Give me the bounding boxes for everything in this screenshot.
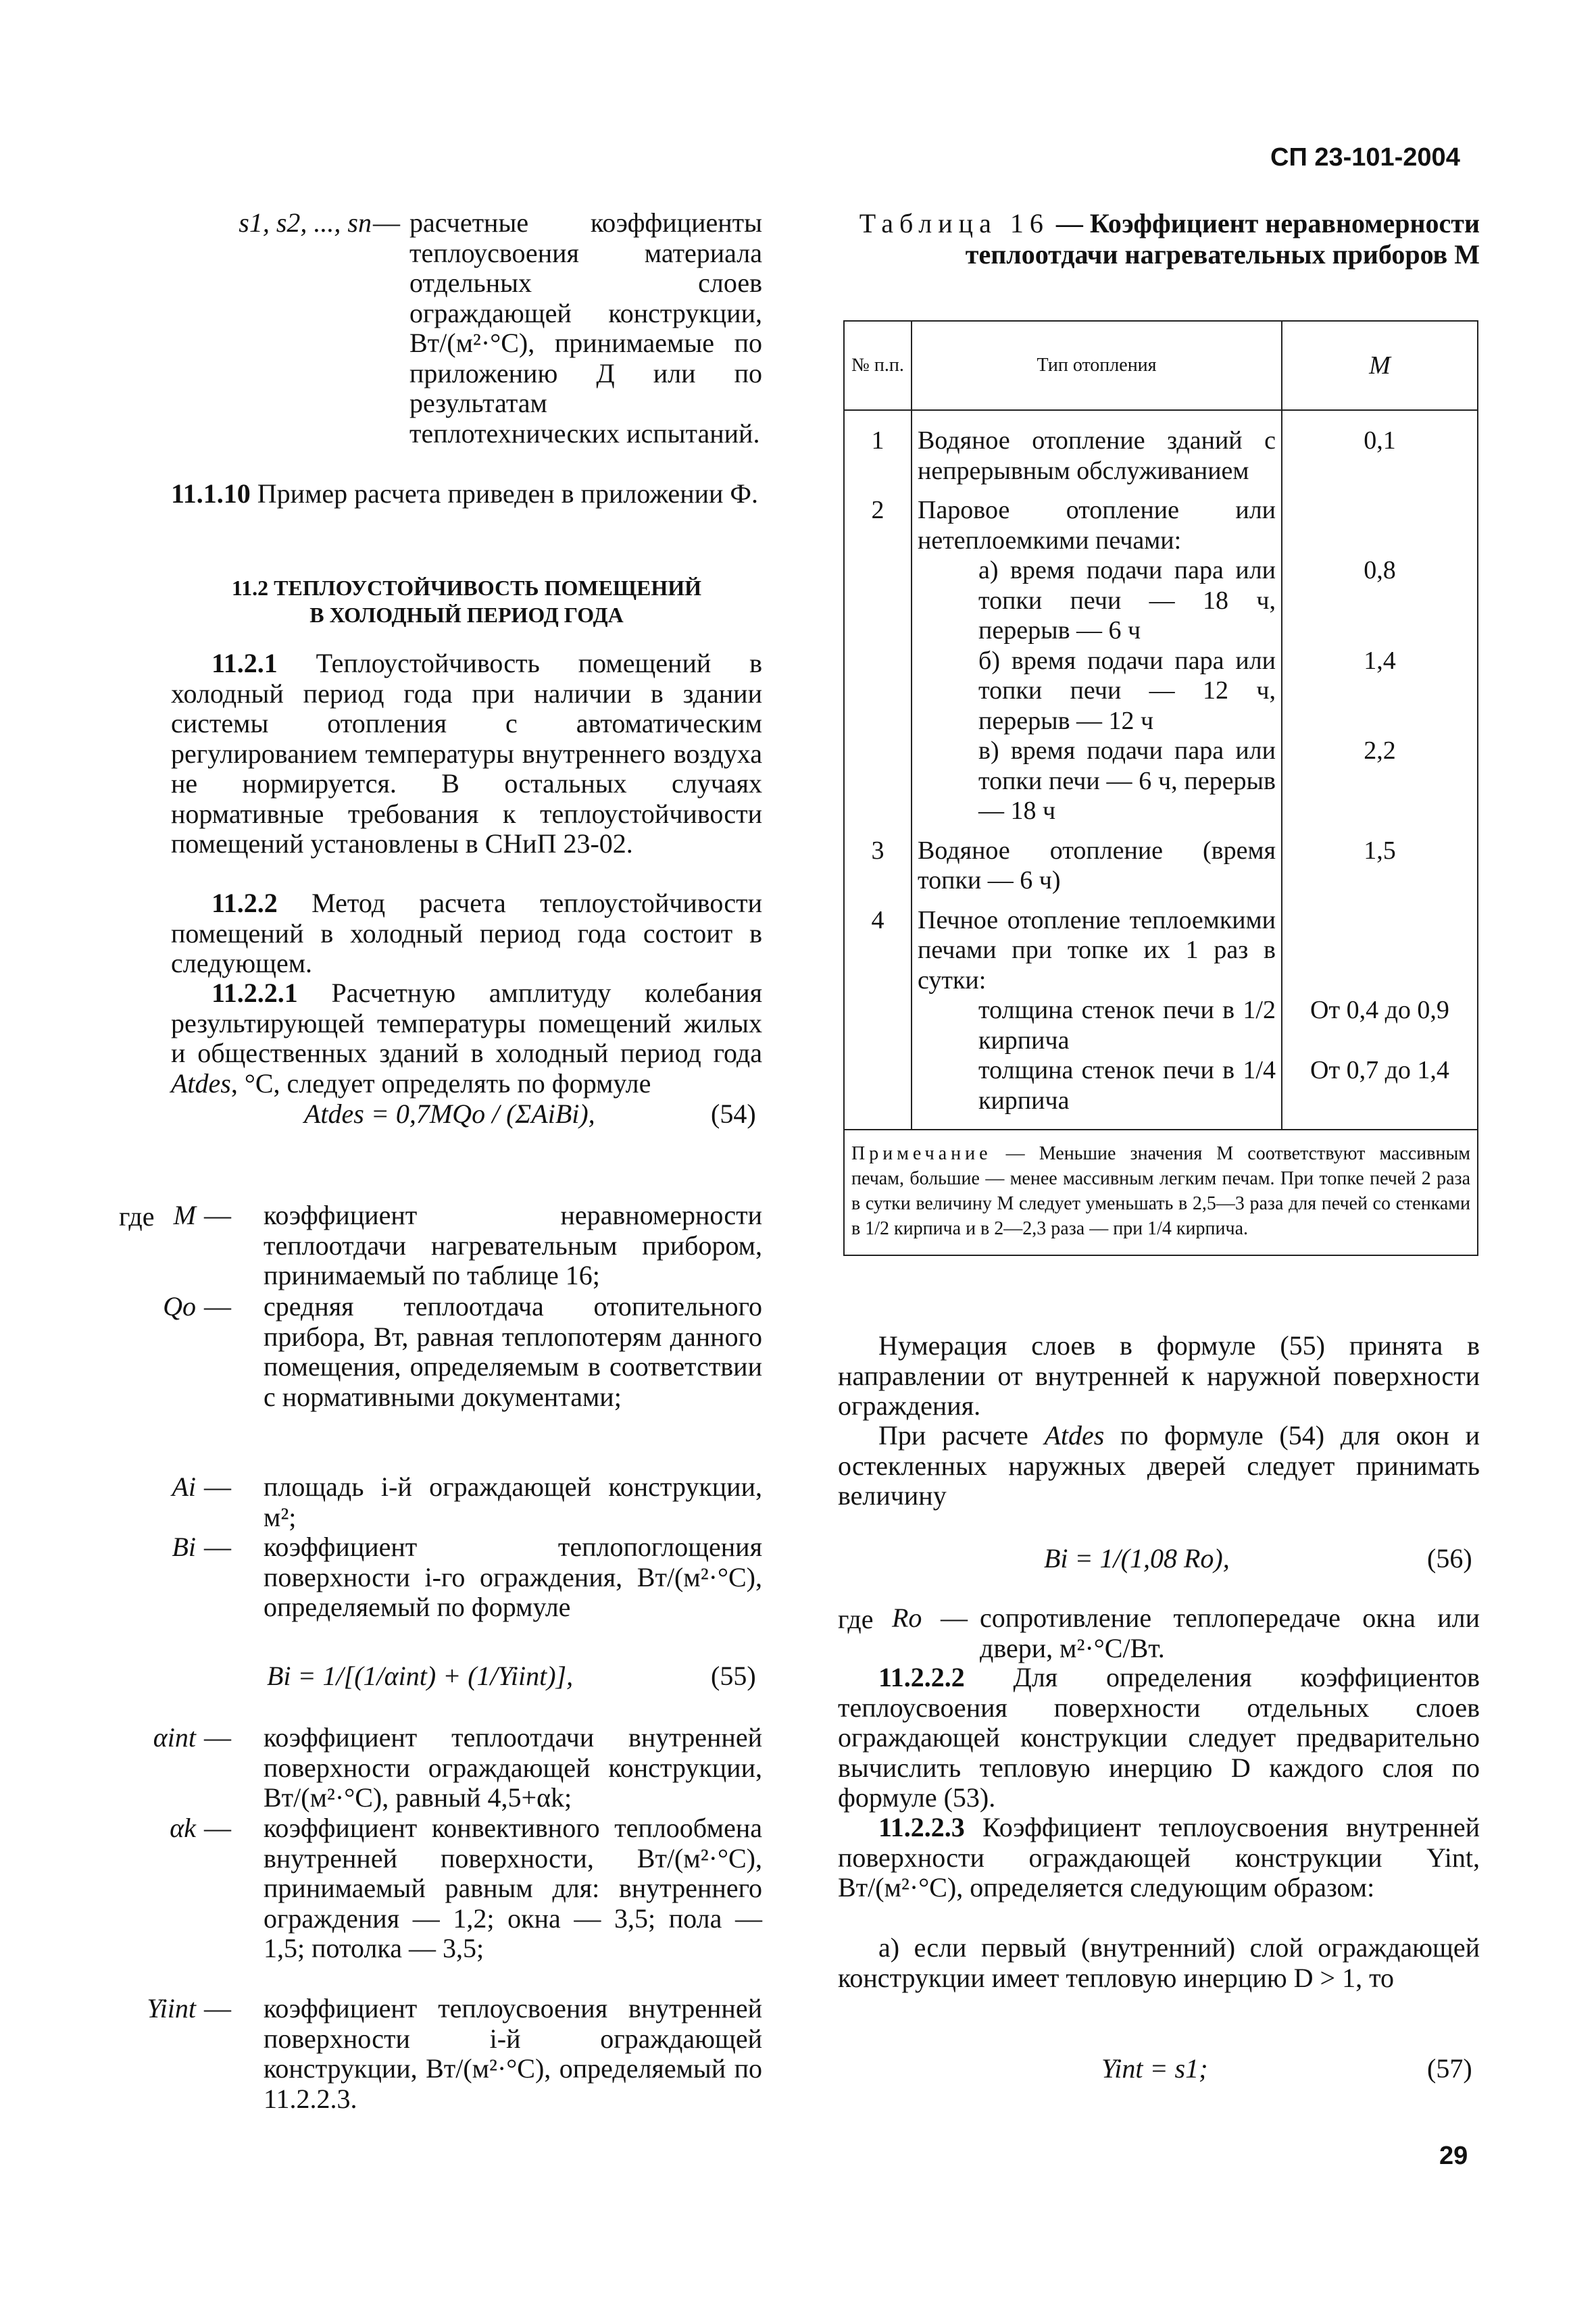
clause-number: 11.2.2.2 [878, 1662, 965, 1692]
cell-type: Паровое отопление или нетеплоемкими печами: [912, 486, 1282, 555]
where-label: где [119, 1201, 155, 1232]
table-caption-title: — Коэффициент неравномерности теплоотдачи нагревательных приборов M [965, 208, 1480, 270]
definition-symbol: αk [170, 1813, 196, 1843]
paragraph-11-2-2-1 [171, 978, 762, 1099]
cell-type: б) время подачи пара или топки печи — 12 ч, перерыв — 12 ч [912, 646, 1282, 736]
table-16 [843, 320, 1478, 1256]
cell-no: 3 [844, 826, 912, 896]
definition-text: сопротивление теплопередаче окна или двери, м²·°С/Вт. [980, 1603, 1480, 1663]
formula-55: Bi = 1/[(1/αint) + (1/Yiint)], [267, 1661, 574, 1691]
cell-m [1282, 896, 1478, 996]
paragraph-case-a: а) если первый (внутренний) слой ограждающей конструкции имеет тепловую инерцию D > 1, то [838, 1932, 1480, 1993]
symbol-atdes: Atdes [171, 1067, 231, 1099]
table-row [844, 826, 1478, 896]
definition-text: коэффициент конвективного теплообмена внутренней поверхности, Вт/(м²·°С), принимаемый равным для: внутреннего ограждения — 1,2; окна — 3,5; пола — 1,5; потолка — 3,5; [264, 1813, 762, 1963]
definition-dash: — [941, 1603, 968, 1633]
paragraph-text: Метод расчета теплоустойчивости помещений в холодный период года состоит в следующем. [171, 888, 762, 978]
paragraph-11-2-2-2 [838, 1663, 1480, 1813]
table-note-label: Примечание [851, 1143, 992, 1164]
cell-no [844, 995, 912, 1055]
table-note-text: — Меньшие значения M соответствуют массивным печам, большие — менее массивным легким печам. При топке печей 2 раза в сутки величину M следует уменьшать в 2,5—3 раза для печей со стенками в 1/2 кирпича и в 2—2,3 раза — при 1/4 кирпича. [851, 1143, 1471, 1239]
definition-dash: — [204, 1532, 231, 1562]
cell-type: Печное отопление теплоемкими печами при топке их 1 раз в сутки: [912, 896, 1282, 996]
section-heading [171, 574, 762, 628]
symbol-atdes: Atdes [1044, 1420, 1105, 1451]
definition-dash: — [373, 207, 400, 238]
section-heading-line1: 11.2 ТЕПЛОУСТОЙЧИВОСТЬ ПОМЕЩЕНИЙ [231, 576, 702, 600]
equation-number-56: (56) [1427, 1543, 1472, 1574]
definition-symbol: Qo [163, 1291, 196, 1322]
definition-symbol: αint [153, 1722, 196, 1753]
definition-symbol: s1, s2, ..., sn [239, 207, 372, 238]
definition-symbol: Ro [892, 1603, 922, 1633]
cell-no: 4 [844, 896, 912, 996]
cell-m: 1,5 [1282, 826, 1478, 896]
column-header-type: Тип отопления [912, 321, 1282, 410]
clause-number: 11.2.2.1 [211, 978, 298, 1008]
clause-number: 11.1.10 [171, 478, 251, 509]
paragraph-text: Коэффициент теплоусвоения внутренней поверхности ограждающей конструкции Yint, Вт/(м²·°С), определяется следующим образом: [838, 1812, 1480, 1903]
definition-text: коэффициент неравномерности теплоотдачи нагревательным прибором, принимаемый по таблице 16; [264, 1200, 762, 1290]
table-note [844, 1130, 1478, 1255]
table-row [844, 1055, 1478, 1130]
cell-no [844, 1055, 912, 1130]
table-caption [838, 208, 1480, 270]
paragraph-text: Расчетную амплитуду колебания результирующей температуры помещений жилых и общественных зданий в холодный период года [171, 978, 763, 1068]
table-row [844, 555, 1478, 646]
table-note-row [844, 1130, 1478, 1255]
definition-dash: — [204, 1291, 231, 1322]
cell-no: 1 [844, 410, 912, 486]
document-code: СП 23-101-2004 [1270, 143, 1460, 172]
cell-no [844, 646, 912, 736]
cell-m: От 0,4 до 0,9 [1282, 995, 1478, 1055]
clause-number: 11.2.2 [211, 888, 278, 918]
paragraph-text: Теплоустойчивость помещений в холодный период года при наличии в здании системы отопления с автоматическим регулированием температуры внутреннего воздуха не нормируется. В остальных случаях нормативные требования к теплоустойчивости помещений установлены в СНиП 23-02. [171, 648, 763, 859]
paragraph-numbering: Нумерация слоев в формуле (55) принята в направлении от внутренней к наружной поверхности ограждения. [838, 1330, 1480, 1421]
formula-57: Yint = s1; [1101, 2053, 1208, 2084]
cell-type: Водяное отопление (время топки — 6 ч) [912, 826, 1282, 896]
definition-dash: — [204, 1993, 231, 2023]
paragraph-11-2-2 [171, 888, 762, 979]
paragraph-calc [838, 1421, 1480, 1511]
where-label: где [838, 1604, 874, 1634]
cell-m: От 0,7 до 1,4 [1282, 1055, 1478, 1130]
definition-symbol: Bi [172, 1532, 196, 1562]
cell-no [844, 555, 912, 646]
section-heading-line2: В ХОЛОДНЫЙ ПЕРИОД ГОДА [309, 603, 624, 627]
cell-type: Водяное отопление зданий с непрерывным обслуживанием [912, 410, 1282, 486]
definition-symbol: Ai [172, 1472, 196, 1502]
paragraph-text: При расчете [878, 1420, 1028, 1451]
formula-54: Atdes = 0,7MQo / (ΣAiBi), [304, 1099, 595, 1129]
table-caption-label: Таблица 16 [859, 208, 1049, 238]
definition-text: коэффициент теплоотдачи внутренней поверхности ограждающей конструкции, Вт/(м²·°С), равный 4,5+αk; [264, 1722, 762, 1813]
cell-m [1282, 486, 1478, 555]
cell-no [844, 736, 912, 826]
table-row [844, 736, 1478, 826]
definition-dash: — [204, 1472, 231, 1502]
cell-m: 2,2 [1282, 736, 1478, 826]
page-number: 29 [1439, 2142, 1468, 2170]
equation-number-55: (55) [711, 1661, 756, 1691]
cell-m: 0,8 [1282, 555, 1478, 646]
cell-m: 0,1 [1282, 410, 1478, 486]
equation-number-54: (54) [711, 1099, 756, 1129]
column-header-m: M [1282, 321, 1478, 410]
formula-56: Bi = 1/(1,08 Ro), [1044, 1543, 1230, 1574]
column-header-no: № п.п. [844, 321, 912, 410]
paragraph-11-2-1 [171, 649, 762, 859]
table-row [844, 486, 1478, 555]
table-row [844, 410, 1478, 486]
clause-number: 11.2.1 [211, 648, 278, 678]
clause-number: 11.2.2.3 [878, 1812, 965, 1842]
paragraph-text: Для определения коэффициентов теплоусвоения поверхности отдельных слоев ограждающей конструкции следует предварительно вычислить тепловую инерцию D каждого слоя по формуле (53). [838, 1662, 1480, 1813]
cell-type: а) время подачи пара или топки печи — 18 ч, перерыв — 6 ч [912, 555, 1282, 646]
paragraph-text-end: по формуле (54) для окон и остекленных наружных дверей следует принимать величину [838, 1420, 1480, 1511]
equation-number-57: (57) [1427, 2053, 1472, 2084]
definition-dash: — [204, 1813, 231, 1843]
paragraph-11-2-2-3 [838, 1813, 1480, 1903]
table-row [844, 896, 1478, 996]
paragraph-text: Пример расчета приведен в приложении Ф. [257, 478, 759, 509]
definition-text: коэффициент теплопоглощения поверхности i-го ограждения, Вт/(м²·°С), определяемый по формуле [264, 1532, 762, 1622]
definition-text: расчетные коэффициенты теплоусвоения материала отдельных слоев ограждающей конструкции, Вт/(м²·°С), принимаемые по приложению Д или по результатам теплотехнических испытаний. [409, 207, 762, 449]
cell-type: толщина стенок печи в 1/2 кирпича [912, 995, 1282, 1055]
cell-type: в) время подачи пара или топки печи — 6 ч, перерыв — 18 ч [912, 736, 1282, 826]
table-header-row [844, 321, 1478, 410]
table-row [844, 995, 1478, 1055]
table-body [844, 410, 1478, 1255]
cell-type: толщина стенок печи в 1/4 кирпича [912, 1055, 1282, 1130]
paragraph-11-1-10 [171, 479, 762, 509]
definition-text: площадь i-й ограждающей конструкции, м²; [264, 1472, 762, 1532]
definition-text: средняя теплоотдача отопительного прибора, Вт, равная теплопотерям данного помещения, определяемым в соответствии с нормативными документами; [264, 1291, 762, 1412]
definition-symbol: M [173, 1200, 196, 1230]
paragraph-text-end: , °С, следует определять по формуле [230, 1067, 651, 1099]
cell-m: 1,4 [1282, 646, 1478, 736]
cell-no: 2 [844, 486, 912, 555]
table-row [844, 646, 1478, 736]
definition-text: коэффициент теплоусвоения внутренней поверхности i-й ограждающей конструкции, Вт/(м²·°С), определяемый по 11.2.2.3. [264, 1993, 762, 2114]
definition-symbol: Yiint [147, 1993, 196, 2023]
definition-dash: — [204, 1722, 231, 1753]
definition-dash: — [204, 1200, 231, 1230]
